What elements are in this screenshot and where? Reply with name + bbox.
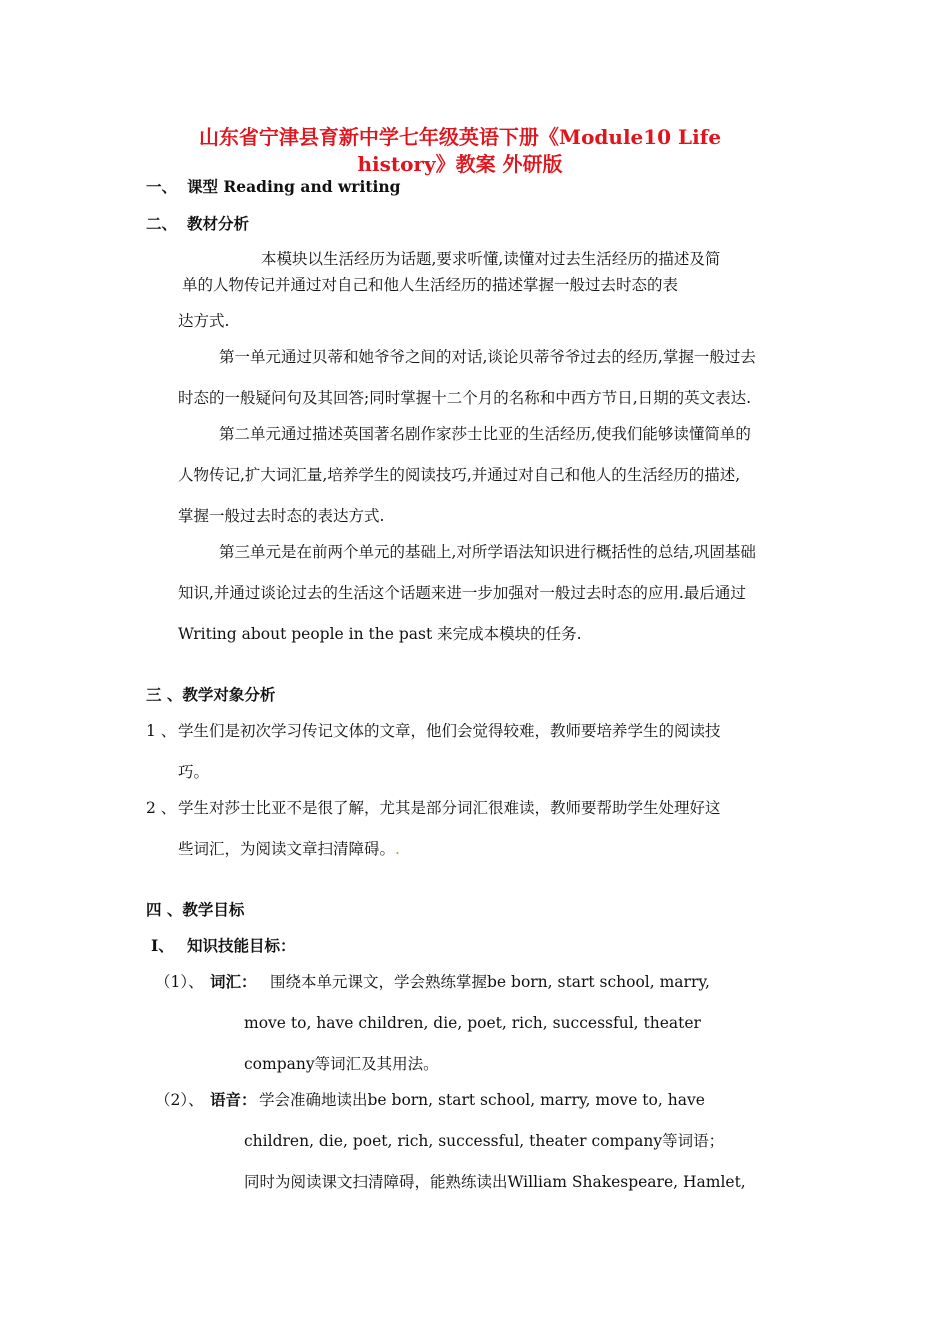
list-item-text: 巧。 [178,763,210,781]
section3-heading: 三 、教学对象分析 [146,685,276,704]
section2-number: 二、 [146,214,178,233]
section2-paragraph-line: 第一单元通过贝蒂和她爷爷之间的对话,谈论贝蒂爷爷过去的经历,掌握一般过去 [219,348,756,366]
trailing-dot: . [395,840,400,858]
subsection-heading: 知识技能目标： [187,936,296,955]
vocab-line: move to, have children, die, poet, rich, successful, theater [244,1014,701,1032]
section2-paragraph-line: 第二单元通过描述英国著名剧作家莎士比亚的生活经历,使我们能够读懂简单的 [219,425,751,443]
section2-paragraph-line: 单的人物传记并通过对自己和他人生活经历的描述掌握一般过去时态的表 [182,276,679,294]
vocab-number: （1）、 [155,973,204,991]
list-item-text [178,839,400,859]
vocab-label: 词汇： [210,972,257,991]
phonetics-line: children, die, poet, rich, successful, theater company等词语； [244,1132,725,1150]
phonetics-line: 同时为阅读课文扫清障碍，能熟练读出William Shakespeare, Hamlet, [244,1173,746,1191]
section2-paragraph-line: 本模块以生活经历为话题,要求听懂,读懂对过去生活经历的描述及简 [261,250,721,268]
list-item-text-content: 些词汇，为阅读文章扫清障碍。 [178,840,396,858]
document-title-line2: history》教案 外研版 [357,152,563,176]
section2-paragraph-line: Writing about people in the past 来完成本模块的任务. [178,625,582,643]
section1-heading: 课型 Reading and writing [187,177,401,196]
document-title-line1: 山东省宁津县育新中学七年级英语下册《Module10 Life [198,125,722,149]
section2-paragraph-line: 人物传记,扩大词汇量,培养学生的阅读技巧,并通过对自己和他人的生活经历的描述, [178,466,741,484]
section2-heading: 教材分析 [187,214,250,233]
section1-number: 一、 [146,177,178,196]
vocab-line: company等词汇及其用法。 [244,1055,439,1073]
phonetics-line: 学会准确地读出be born, start school, marry, move to, have [259,1091,705,1109]
subsection-number: I、 [151,936,174,955]
section2-paragraph-line: 时态的一般疑问句及其回答;同时掌握十二个月的名称和中西方节日,日期的英文表达. [178,389,752,407]
list-item-text: 学生们是初次学习传记文体的文章，他们会觉得较难，教师要培养学生的阅读技 [178,722,721,740]
list-item-text: 学生对莎士比亚不是很了解，尤其是部分词汇很难读，教师要帮助学生处理好这 [178,799,721,817]
section2-paragraph-line: 第三单元是在前两个单元的基础上,对所学语法知识进行概括性的总结,巩固基础 [219,543,756,561]
list-item-number: 1 、 [146,722,177,740]
section4-heading: 四 、教学目标 [146,900,245,919]
phonetics-number: （2）、 [155,1091,204,1109]
section2-paragraph-line: 达方式. [178,312,230,330]
vocab-line: 围绕本单元课文，学会熟练掌握be born, start school, marry, [270,973,710,991]
section2-paragraph-line: 掌握一般过去时态的表达方式. [178,507,385,525]
list-item-number: 2 、 [146,799,177,817]
phonetics-label: 语音： [210,1090,257,1109]
section2-paragraph-line: 知识,并通过谈论过去的生活这个话题来进一步加强对一般过去时态的应用.最后通过 [178,584,746,602]
